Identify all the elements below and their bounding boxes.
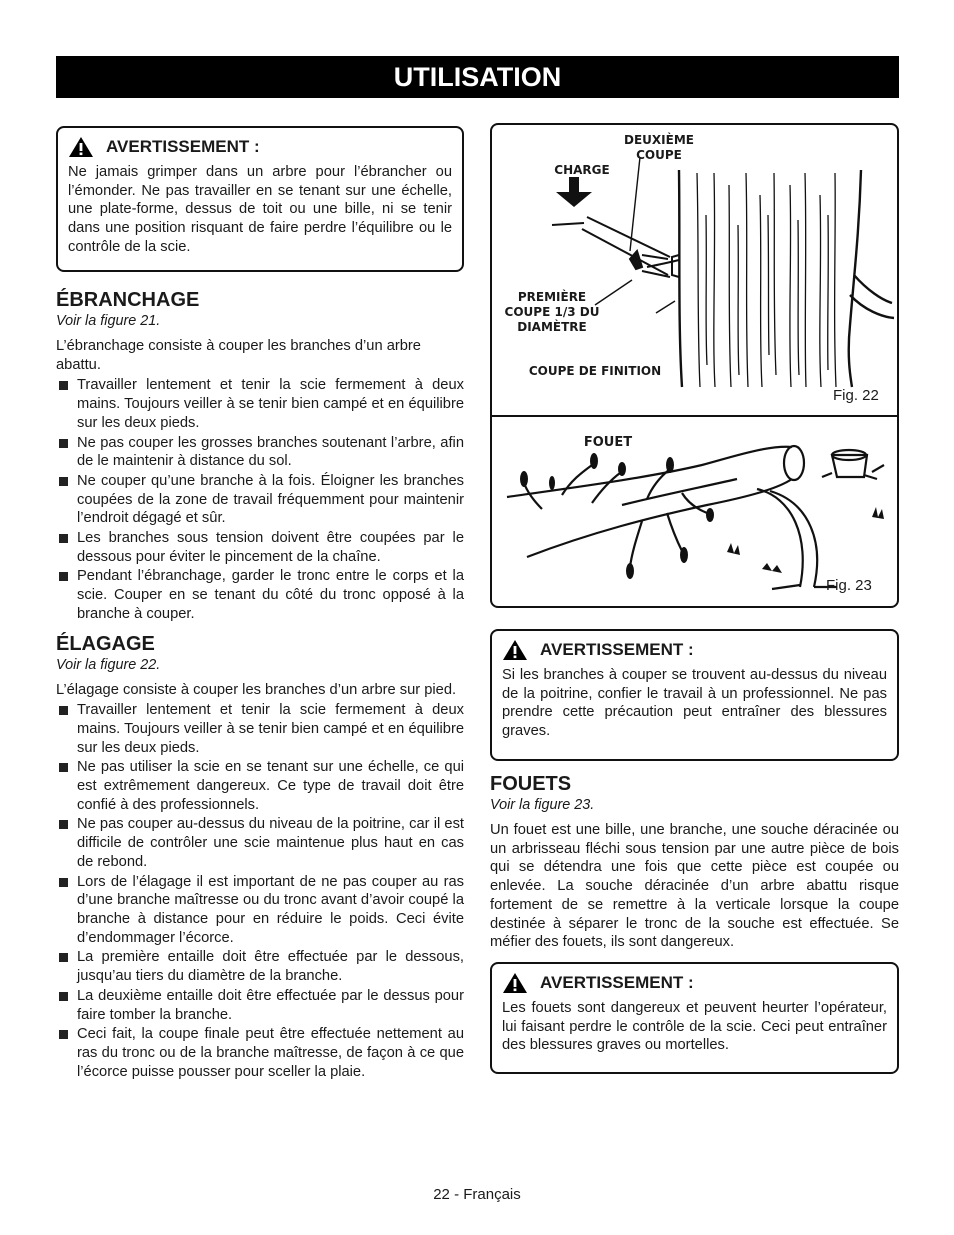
list-item: Ne pas utiliser la scie en se tenant sur une échelle, ce qui est extrêmement dangereux. Ce type de travail doit être confié à des professionnels. [56, 758, 464, 814]
figure-label-finishing-cut: COUPE DE FINITION [528, 364, 662, 378]
right-column [490, 123, 899, 1074]
section-intro: L’ébranchage consiste à couper les branches d’un arbre abattu. [56, 338, 421, 373]
warning-box-chest-level [490, 629, 899, 761]
list-item: Ne pas couper au-dessus du niveau de la poitrine, car il est difficile de contrôler une scie maintenue plus haut en cas de rebond. [56, 815, 464, 871]
section-heading-elagage: ÉLAGAGE [56, 632, 155, 655]
figure-caption: Fig. 22 [833, 387, 879, 404]
figure-reference: Voir la figure 21. [56, 313, 161, 329]
warning-header [502, 639, 887, 661]
left-column [56, 126, 464, 1082]
list-item: Ne couper qu’une branche à la fois. Éloigner les branches coupées de la zone de travail fréquemment pour maintenir l’endroit dégagé et sûr. [56, 472, 464, 528]
section-intro: L’élagage consiste à couper les branches d’un arbre sur pied. [56, 681, 457, 698]
warning-triangle-icon [502, 972, 528, 994]
list-item: Ne pas couper les grosses branches soutenant l’arbre, afin de le maintenir à distance du sol. [56, 434, 464, 471]
figure-23 [492, 417, 897, 607]
list-item: Travailler lentement et tenir la scie fermement à deux mains. Toujours veiller à se tenir bien campé et en équilibre sur les deux pieds. [56, 701, 464, 757]
section-heading-fouets: FOUETS [490, 773, 572, 795]
section-body: Un fouet est une bille, une branche, une souche déracinée ou un arbrisseau fléchi sous tension par une autre pièce de bois qui se détendra une fois que cette pièce est coupée ou enlevée. La souche déracinée d’un arbre abattu risque fortement de se remettre à la verticale lorsque la coupe destinée à séparer le tronc de la souche est effectuée. Se méfier des fouets, ils sont dangereux. [490, 822, 899, 951]
list-item: Pendant l’ébranchage, garder le tronc entre le corps et la scie. Couper en se tenant du côté du tronc opposé à la branche à couper. [56, 567, 464, 623]
list-item: Les branches sous tension doivent être coupées par le dessous pour éviter le pincement de la chaîne. [56, 529, 464, 566]
figure-label-spring-pole: FOUET [583, 435, 633, 450]
figure-reference: Voir la figure 22. [56, 656, 161, 673]
figure-label-load: CHARGE [554, 163, 610, 177]
warning-title: AVERTISSEMENT : [540, 640, 694, 659]
figure-label-second-cut: DEUXIÈME COUPE [624, 133, 694, 162]
warning-title: AVERTISSEMENT : [106, 137, 260, 156]
warning-triangle-icon [68, 136, 94, 158]
list-item: Ceci fait, la coupe finale peut être effectuée nettement au ras du tronc ou de la branche maîtresse, de façon à ce que l’écorce puisse pousser pour sceller la plaie. [56, 1025, 464, 1081]
warning-text: Ne jamais grimper dans un arbre pour l’ébrancher ou l’émonder. Ne pas travailler en se tenant sur une échelle, une plate-forme, dessus de toit ou une bille, ni se tenir dans une position risquant de faire perdre l’équilibre ou le contrôle de la scie. [68, 164, 452, 255]
warning-header [68, 136, 452, 158]
figure-panel [490, 123, 899, 608]
bullet-list-elagage [56, 701, 464, 1081]
section-heading-ebranchage: ÉBRANCHAGE [56, 289, 200, 311]
warning-header [502, 972, 887, 994]
warning-triangle-icon [502, 639, 528, 661]
figure-22 [492, 125, 897, 417]
page-header-banner: UTILISATION [56, 56, 899, 98]
warning-text: Si les branches à couper se trouvent au-dessus du niveau de la poitrine, confier le travail à un professionnel. Ne pas prendre cette précaution peut entraîner des blessures graves. [502, 667, 887, 740]
warning-box-climbing [56, 126, 464, 272]
list-item: Lors de l’élagage il est important de ne pas couper au ras d’une branche maîtresse ou du tronc avant d’avoir coupé la branche à distance pour en réduire le poids. Ceci évite d’endommager l’écorce. [56, 873, 464, 948]
list-item: La première entaille doit être effectuée par le dessous, jusqu’au tiers du diamètre de la branche. [56, 948, 464, 985]
figure-label-first-cut: PREMIÈRE COUPE 1/3 DU DIAMÈTRE [504, 290, 600, 334]
bullet-list-ebranchage [56, 376, 464, 623]
page-footer: 22 - Français [433, 1186, 521, 1203]
list-item: Travailler lentement et tenir la scie fermement à deux mains. Toujours veiller à se tenir bien campé et en équilibre sur les deux pieds. [56, 376, 464, 432]
list-item: La deuxième entaille doit être effectuée par le dessus pour faire tomber la branche. [56, 987, 464, 1024]
warning-text: Les fouets sont dangereux et peuvent heurter l’opérateur, lui faisant perdre le contrôle de la scie. Ceci peut entraîner des blessures graves ou mortelles. [502, 999, 887, 1054]
warning-box-spring-poles [490, 962, 899, 1074]
warning-title: AVERTISSEMENT : [540, 972, 694, 992]
figure-caption: Fig. 23 [826, 577, 872, 594]
figure-reference: Voir la figure 23. [490, 797, 595, 813]
